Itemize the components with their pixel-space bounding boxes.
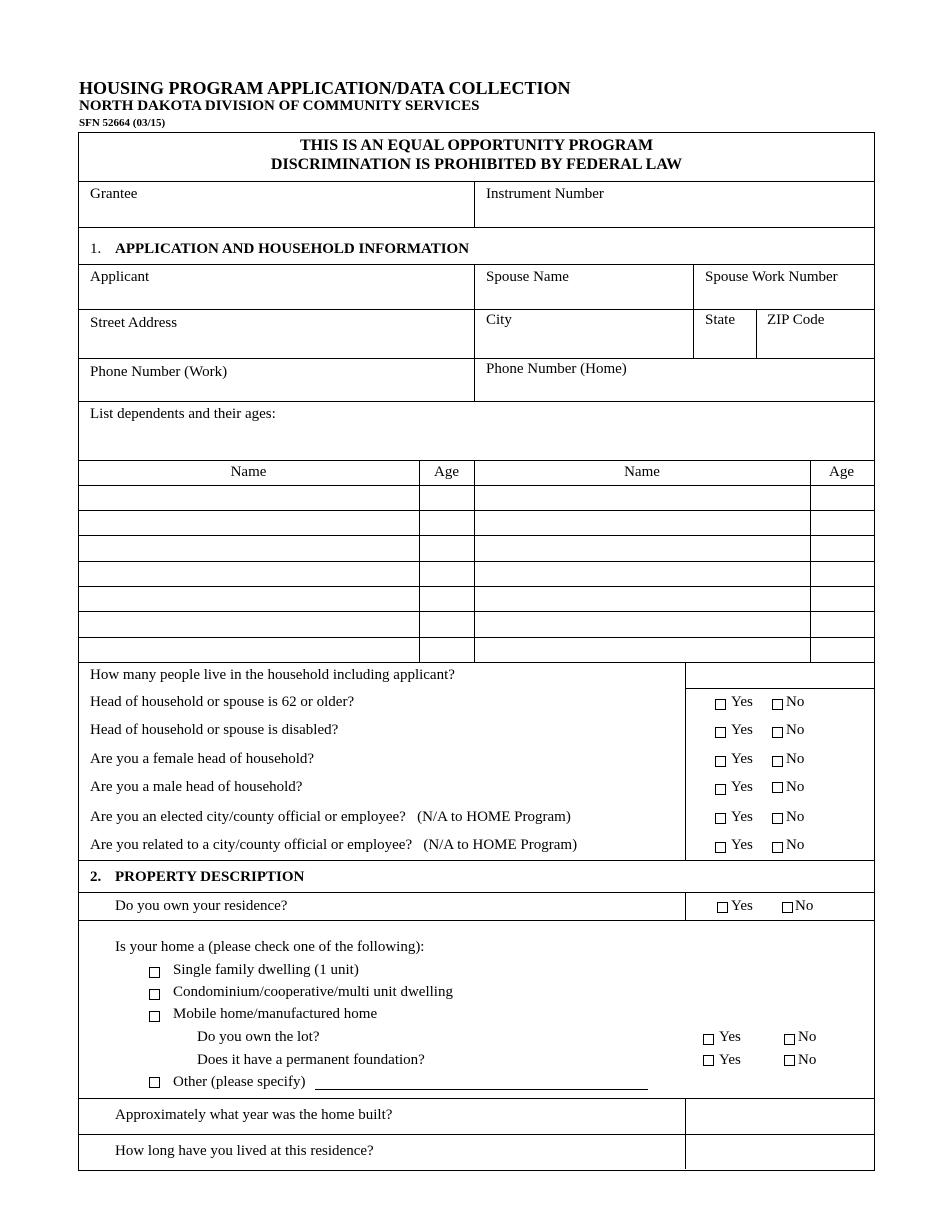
own-lot-no-label: No [798,1029,817,1045]
section2-number: 2. [90,869,102,885]
official-yes-checkbox[interactable] [715,813,726,824]
rule [78,637,875,638]
grantee-label: Grantee [90,186,138,202]
disabled-no-checkbox[interactable] [772,727,783,738]
own-lot-question: Do you own the lot? [197,1029,320,1045]
section2-title: PROPERTY DESCRIPTION [115,869,305,885]
single-family-checkbox[interactable] [149,967,160,978]
spouse-name-label: Spouse Name [486,269,569,285]
male-head-yes-checkbox[interactable] [715,784,726,795]
official-question: Are you an elected city/county official or employee? (N/A to HOME Program) [90,809,571,825]
section1-number: 1. [90,241,102,257]
household-count-question: How many people live in the household including applicant? [90,667,455,683]
rule [78,860,875,861]
instrument-number-label: Instrument Number [486,186,604,202]
rule [810,460,811,662]
rule [78,510,875,511]
own-residence-yes-checkbox[interactable] [717,902,728,913]
rule [78,586,875,587]
other-specify-line[interactable] [315,1089,648,1090]
disabled-yes-label: Yes [731,722,753,738]
form-number: SFN 52664 (03/15) [79,117,166,129]
state-label: State [705,312,735,328]
applicant-label: Applicant [90,269,150,285]
zip-code-label: ZIP Code [767,312,825,328]
rule [474,460,475,662]
form-subtitle: NORTH DAKOTA DIVISION OF COMMUNITY SERVICES [79,98,480,114]
q62-yes-checkbox[interactable] [715,699,726,710]
rule [78,401,875,402]
disabled-yes-checkbox[interactable] [715,727,726,738]
q62-no-checkbox[interactable] [772,699,783,710]
male-head-question: Are you a male head of household? [90,779,303,795]
female-head-no-checkbox[interactable] [772,756,783,767]
male-head-no-label: No [786,779,805,795]
dep-age-header: Age [434,464,459,480]
other-label: Other (please specify) [173,1074,306,1090]
foundation-no-label: No [798,1052,817,1068]
phone-home-label: Phone Number (Home) [486,361,627,377]
spouse-work-number-label: Spouse Work Number [705,269,838,285]
male-head-no-checkbox[interactable] [772,782,783,793]
how-long-question: How long have you lived at this residence? [115,1143,374,1159]
related-question: Are you related to a city/county official or employee? (N/A to HOME Program) [90,837,578,853]
related-yes-checkbox[interactable] [715,842,726,853]
dep-age-header: Age [829,464,854,480]
rule [78,358,875,359]
rule [685,892,686,920]
disabled-no-label: No [786,722,805,738]
foundation-no-checkbox[interactable] [784,1055,795,1066]
home-type-prompt: Is your home a (please check one of the following): [115,939,425,955]
mobile-home-label: Mobile home/manufactured home [173,1006,378,1022]
own-residence-yes-label: Yes [731,898,753,914]
female-head-question: Are you a female head of household? [90,751,315,767]
official-yes-label: Yes [731,809,753,825]
rule [756,309,757,358]
own-residence-no-checkbox[interactable] [782,902,793,913]
other-checkbox[interactable] [149,1077,160,1088]
dep-name-header: Name [230,464,267,480]
banner-line-2: DISCRIMINATION IS PROHIBITED BY FEDERAL LAW [270,156,683,173]
foundation-question: Does it have a permanent foundation? [197,1052,425,1068]
dep-name-header: Name [624,464,660,480]
related-no-label: No [786,837,805,853]
street-address-label: Street Address [90,315,178,331]
single-family-label: Single family dwelling (1 unit) [173,962,359,978]
rule [474,264,475,401]
rule [474,181,475,227]
condo-label: Condominium/cooperative/multi unit dwelling [173,984,453,1000]
rule [78,460,875,461]
related-no-checkbox[interactable] [772,842,783,853]
rule [78,181,875,182]
own-lot-yes-label: Yes [719,1029,741,1045]
foundation-yes-checkbox[interactable] [703,1055,714,1066]
q62-no-label: No [786,694,805,710]
own-lot-no-checkbox[interactable] [784,1034,795,1045]
rule [78,264,875,265]
banner-line-1: THIS IS AN EQUAL OPPORTUNITY PROGRAM [299,137,654,154]
rule [78,1098,875,1099]
female-head-yes-label: Yes [731,751,753,767]
rule [78,535,875,536]
disabled-question: Head of household or spouse is disabled? [90,722,339,738]
rule [78,561,875,562]
rule [685,662,686,860]
own-lot-yes-checkbox[interactable] [703,1034,714,1045]
mobile-home-checkbox[interactable] [149,1011,160,1022]
rule [78,920,875,921]
section1-title: APPLICATION AND HOUSEHOLD INFORMATION [115,241,470,257]
dependents-label: List dependents and their ages: [90,406,276,422]
own-residence-question: Do you own your residence? [115,898,288,914]
rule [685,688,875,689]
rule [78,611,875,612]
rule [78,662,875,663]
official-no-checkbox[interactable] [772,813,783,824]
phone-work-label: Phone Number (Work) [90,364,228,380]
official-no-label: No [786,809,805,825]
city-label: City [486,312,512,328]
year-built-question: Approximately what year was the home built? [115,1107,393,1123]
female-head-no-label: No [786,751,805,767]
foundation-yes-label: Yes [719,1052,741,1068]
female-head-yes-checkbox[interactable] [715,756,726,767]
condo-checkbox[interactable] [149,989,160,1000]
rule [78,892,875,893]
rule [419,460,420,662]
own-residence-no-label: No [795,898,814,914]
q62-yes-label: Yes [731,694,753,710]
related-yes-label: Yes [731,837,753,853]
male-head-yes-label: Yes [731,779,753,795]
rule [78,485,875,486]
rule [685,1098,686,1169]
rule [78,1134,875,1135]
form-title: HOUSING PROGRAM APPLICATION/DATA COLLECTION [79,78,571,98]
rule [693,264,694,358]
rule [78,227,875,228]
q62-question: Head of household or spouse is 62 or older? [90,694,355,710]
